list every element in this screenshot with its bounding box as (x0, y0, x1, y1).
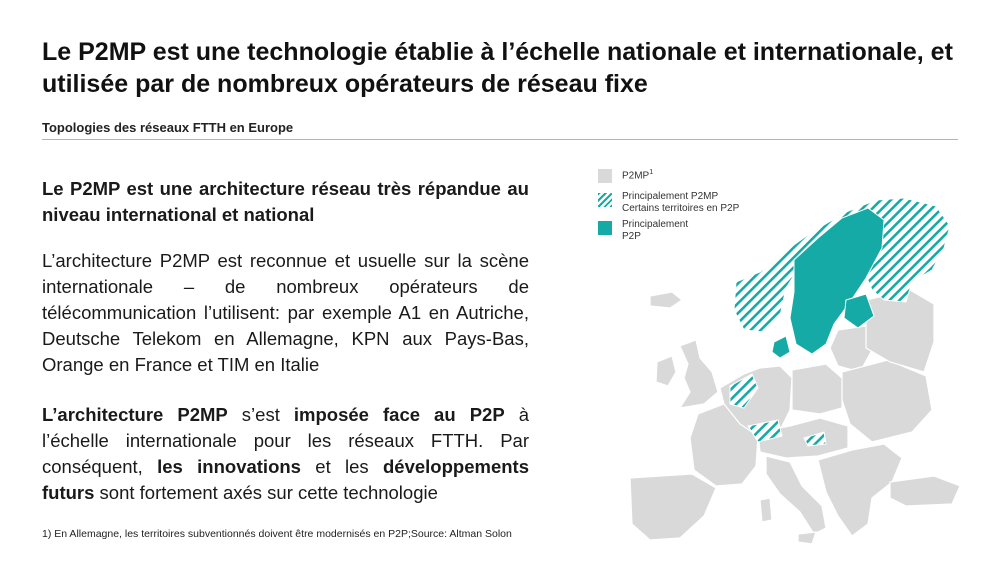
map-sicily (798, 532, 816, 544)
map-russia-west (866, 290, 934, 372)
text-content (42, 176, 529, 506)
map-iberia (630, 474, 716, 540)
text-phrase-2: à l’échelle internationale pour les réseaux FTTH. Par conséquent, (42, 404, 530, 477)
legend-swatch-hatched (598, 193, 612, 207)
map-denmark (772, 336, 790, 358)
text-phrase-3: et les (300, 456, 383, 477)
legend-swatch-grey (598, 169, 612, 183)
section-heading: Le P2MP est une architecture réseau très répandue au niveau international et national (42, 178, 529, 225)
bold-phrase-2: imposée face au P2P (293, 404, 505, 425)
map-great-britain (680, 340, 718, 408)
bold-phrase-1: L’architecture P2MP (42, 404, 228, 425)
legend-label-mainly: Principalement (622, 219, 689, 230)
text-phrase-4: sont fortement axés sur cette technologie (94, 482, 438, 503)
footnote: 1) En Allemagne, les territoires subventionnés doivent être modernisés en P2P;Source: Altman Solon (42, 528, 512, 540)
page-subtitle: Topologies des réseaux FTTH en Europe (42, 120, 294, 135)
legend-label-p2mp: P2MP (622, 170, 650, 182)
map-turkey (890, 476, 960, 506)
map-italy (766, 456, 826, 534)
bold-phrase-3: les innovations (157, 456, 301, 477)
map-belarus-ukraine (842, 360, 932, 442)
paragraph-2 (42, 402, 529, 506)
divider (42, 139, 958, 140)
legend-swatch-teal (598, 221, 612, 235)
bold-phrase-4: développements futurs (42, 456, 529, 503)
page-title: Le P2MP est une technologie établie à l’échelle nationale et internationale, et utilisée par de nombreux opérateurs de réseau fixe (42, 38, 953, 98)
legend-label-mainly-p2mp: Principalement P2MP (622, 191, 719, 202)
paragraph-1: L’architecture P2MP est reconnue et usuelle sur la scène internationale – de nombreux opérateurs de télécommunication l’utilisent: par exemple A1 en Autriche, Deutsche Telekom en Allemagne, KPN aux Pays-Bas, Orange en France et TIM en Italie (42, 250, 529, 375)
legend-label-p2p: P2P (622, 231, 641, 242)
map-poland (792, 364, 842, 414)
europe-map (620, 195, 960, 555)
map-ireland (656, 356, 676, 386)
text-phrase-1: s’est (227, 404, 294, 425)
map-iceland (650, 292, 682, 308)
legend-label-some-p2p: Certains territoires en P2P (622, 203, 740, 214)
legend-footnote-marker: 1 (649, 169, 654, 176)
map-sardinia (760, 498, 772, 522)
